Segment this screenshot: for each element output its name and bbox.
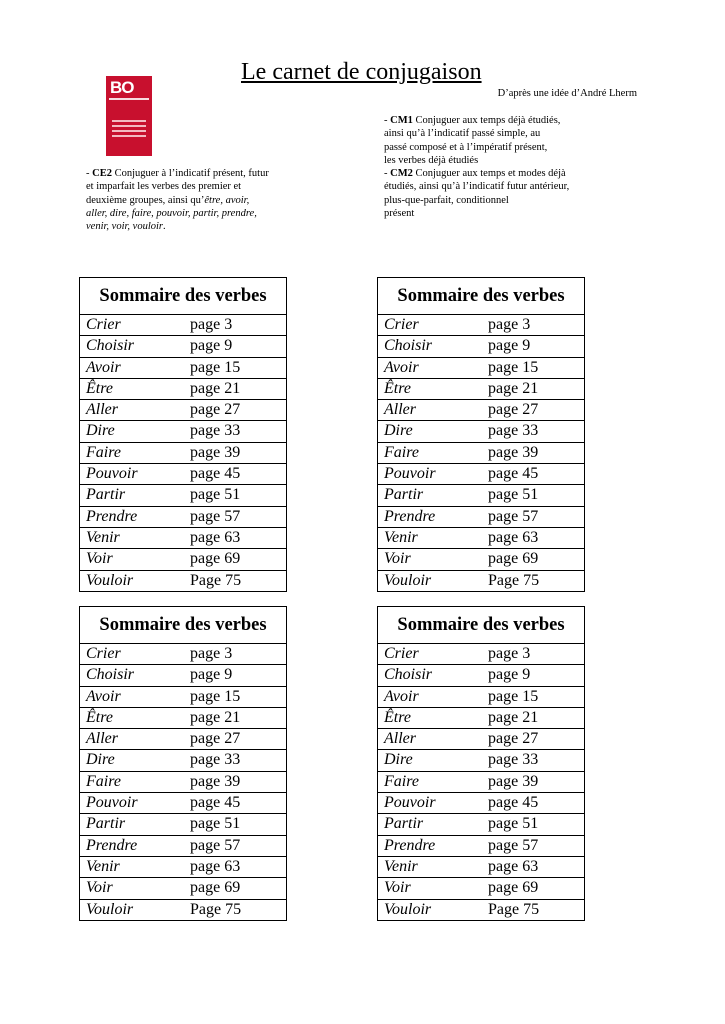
summary-row (80, 708, 286, 729)
page-number: page 45 (190, 794, 241, 812)
page-number: page 21 (190, 379, 241, 397)
verb-name: Crier (86, 316, 121, 333)
ce2-line2: et imparfait les verbes des premier et (86, 181, 242, 193)
page-number: page 3 (190, 645, 233, 662)
verb-summary-table (79, 606, 287, 921)
verb-name: Voir (384, 550, 411, 568)
page-number: page 9 (190, 666, 233, 684)
verb-name: Être (86, 379, 113, 397)
summary-row (378, 336, 584, 357)
logo-text: BO (110, 78, 134, 97)
verb-name: Aller (86, 401, 118, 419)
summary-row (378, 443, 584, 464)
ce2-line5-end: . (163, 221, 166, 233)
page-number: page 27 (488, 730, 539, 748)
cm1-code: CM1 (390, 115, 413, 126)
ce2-line1: Conjuguer à l’indicatif présent, futur (111, 168, 269, 179)
page-number: page 3 (488, 316, 531, 333)
verb-name: Prendre (86, 836, 138, 854)
page-number: page 51 (190, 815, 241, 833)
verb-name: Aller (384, 401, 416, 419)
page-number: page 57 (190, 836, 241, 854)
page-number: page 21 (190, 708, 241, 726)
verb-name: Avoir (384, 358, 419, 376)
verb-summary-table (79, 277, 287, 592)
summary-row (378, 900, 584, 920)
cm1-line2: ainsi qu’à l’indicatif passé simple, au (384, 128, 541, 140)
attribution: D’après une idée d’André Lherm (497, 88, 637, 99)
verb-name: Vouloir (86, 571, 134, 589)
summary-row (80, 336, 286, 357)
summary-row (80, 421, 286, 442)
verb-name: Dire (384, 751, 413, 769)
logo-lines (112, 120, 146, 140)
page-number: page 51 (488, 815, 539, 833)
verb-name: Dire (86, 751, 115, 769)
summary-heading: Sommaire des verbes (80, 607, 286, 644)
summary-row (80, 900, 286, 920)
summary-row (80, 315, 286, 336)
page-number: page 69 (190, 550, 241, 568)
summary-row (378, 421, 584, 442)
bo-logo-image (106, 76, 152, 156)
verb-name: Être (384, 708, 411, 726)
summary-row (80, 836, 286, 857)
summary-row (80, 772, 286, 793)
verb-name: Choisir (86, 337, 135, 355)
summary-heading: Sommaire des verbes (378, 607, 584, 644)
page-number: page 57 (488, 836, 539, 854)
verb-name: Venir (86, 857, 120, 875)
summary-row (378, 644, 584, 665)
verb-name: Avoir (384, 687, 419, 705)
verb-name: Partir (384, 486, 424, 504)
verb-name: Choisir (384, 666, 433, 684)
summary-row (378, 485, 584, 506)
verb-name: Pouvoir (384, 794, 436, 812)
summary-row (80, 549, 286, 570)
ce2-line3-italic: être, avoir, (204, 194, 250, 206)
summary-row (80, 729, 286, 750)
page-number: Page 75 (488, 900, 540, 918)
page-number: page 15 (190, 358, 241, 376)
summary-row (378, 878, 584, 899)
page-number: page 33 (190, 751, 241, 769)
verb-name: Prendre (86, 507, 138, 525)
verb-summary-table (377, 606, 585, 921)
page-number: page 57 (190, 507, 241, 525)
page-number: page 51 (488, 486, 539, 504)
summary-row (80, 528, 286, 549)
ce2-objective: - CE2 Conjuguer à l’indicatif présent, futur et imparfait les verbes des premier et deuxième groupes, ainsi qu’être, avoir, aller, dire, faire, pouvoir, partir, prendre, venir, voir, vouloir. (86, 167, 296, 233)
summary-row (378, 729, 584, 750)
page-number: page 63 (488, 528, 539, 546)
summary-row (80, 687, 286, 708)
page-number: page 57 (488, 507, 539, 525)
verb-name: Pouvoir (86, 794, 138, 812)
summary-row (80, 571, 286, 591)
verb-name: Choisir (384, 337, 433, 355)
page-number: page 33 (488, 422, 539, 440)
page-number: page 9 (190, 337, 233, 355)
page-number: page 45 (190, 465, 241, 483)
summary-row (80, 665, 286, 686)
verb-name: Être (384, 379, 411, 397)
verb-name: Crier (86, 645, 121, 662)
page-number: page 39 (190, 443, 241, 461)
summary-row (80, 793, 286, 814)
summary-row (378, 571, 584, 591)
verb-name: Être (86, 708, 113, 726)
page-number: page 15 (488, 358, 539, 376)
summary-row (378, 708, 584, 729)
verb-name: Aller (384, 730, 416, 748)
verb-name: Dire (384, 422, 413, 440)
page-title: Le carnet de conjugaison (241, 59, 482, 85)
verb-name: Voir (86, 550, 113, 568)
page-number: page 15 (488, 687, 539, 705)
summary-row (80, 464, 286, 485)
ce2-code: CE2 (92, 168, 112, 179)
verb-name: Venir (384, 857, 418, 875)
verb-name: Avoir (86, 358, 121, 376)
verb-summary-table (377, 277, 585, 592)
summary-row (378, 814, 584, 835)
summary-row (378, 772, 584, 793)
summary-row (80, 750, 286, 771)
summary-row (378, 315, 584, 336)
summary-row (80, 878, 286, 899)
logo-band (109, 98, 149, 100)
page-number: page 27 (190, 730, 241, 748)
page-number: page 69 (488, 879, 539, 897)
verb-name: Crier (384, 316, 419, 333)
ce2-line3-plain: deuxième groupes, ainsi qu’ (86, 194, 205, 206)
summary-row (378, 857, 584, 878)
summary-row (378, 793, 584, 814)
page-number: page 39 (488, 772, 539, 790)
verb-name: Partir (86, 486, 126, 504)
verb-name: Voir (86, 879, 113, 897)
verb-name: Prendre (384, 836, 436, 854)
page-number: page 69 (488, 550, 539, 568)
verb-name: Avoir (86, 687, 121, 705)
cm2-code: CM2 (390, 168, 413, 179)
page-number: page 27 (488, 401, 539, 419)
verb-name: Prendre (384, 507, 436, 525)
summary-row (80, 507, 286, 528)
cm2-line4: présent (384, 207, 415, 219)
summary-row (378, 528, 584, 549)
summary-row (378, 400, 584, 421)
page-number: page 3 (190, 316, 233, 333)
page-number: page 51 (190, 486, 241, 504)
summary-row (80, 485, 286, 506)
verb-name: Faire (86, 772, 121, 790)
summary-row (378, 507, 584, 528)
verb-name: Pouvoir (86, 465, 138, 483)
page-number: page 45 (488, 465, 539, 483)
ce2-line4-italic: aller, dire, faire, pouvoir, partir, prendre, (86, 207, 257, 219)
cm2-objective: - CM2 Conjuguer aux temps et modes déjà étudiés, ainsi qu’à l’indicatif futur antérieur, plus-que-parfait, conditionnel présent (384, 167, 604, 220)
summary-row (378, 687, 584, 708)
verb-name: Partir (86, 815, 126, 833)
page-number: Page 75 (190, 571, 242, 589)
summary-row (80, 644, 286, 665)
page-number: page 33 (488, 751, 539, 769)
page-number: page 63 (190, 528, 241, 546)
verb-name: Faire (384, 443, 419, 461)
cm2-line1: Conjuguer aux temps et modes déjà (412, 168, 566, 179)
verb-name: Faire (384, 772, 419, 790)
verb-name: Partir (384, 815, 424, 833)
cm2-line3: plus-que-parfait, conditionnel (384, 194, 509, 206)
summary-row (80, 814, 286, 835)
cm1-line3: passé composé et à l’impératif présent, (384, 141, 548, 153)
cm1-objective: - CM1 Conjuguer aux temps déjà étudiés, ainsi qu’à l’indicatif passé simple, au passé composé et à l’impératif présent, les verbes déjà étudiés (384, 114, 604, 167)
page-number: Page 75 (488, 571, 540, 589)
verb-name: Crier (384, 645, 419, 662)
page-number: page 69 (190, 879, 241, 897)
page-number: page 21 (488, 708, 539, 726)
page-number: page 39 (190, 772, 241, 790)
verb-name: Aller (86, 730, 118, 748)
cm1-line4: les verbes déjà étudiés (384, 154, 479, 166)
summary-row (378, 665, 584, 686)
page-number: Page 75 (190, 900, 242, 918)
verb-name: Venir (86, 528, 120, 546)
cm2-line2: étudiés, ainsi qu’à l’indicatif futur antérieur, (384, 181, 570, 193)
verb-name: Pouvoir (384, 465, 436, 483)
verb-name: Venir (384, 528, 418, 546)
page-number: page 39 (488, 443, 539, 461)
page-number: page 33 (190, 422, 241, 440)
summary-heading: Sommaire des verbes (378, 278, 584, 315)
summary-row (378, 379, 584, 400)
verb-name: Vouloir (384, 900, 432, 918)
page-number: page 9 (488, 666, 531, 684)
summary-row (80, 443, 286, 464)
summary-row (378, 750, 584, 771)
summary-row (80, 857, 286, 878)
page-number: page 9 (488, 337, 531, 355)
verb-name: Dire (86, 422, 115, 440)
verb-name: Vouloir (384, 571, 432, 589)
page-number: page 21 (488, 379, 539, 397)
cm1-line1: Conjuguer aux temps déjà étudiés, (412, 115, 561, 126)
page-number: page 63 (190, 857, 241, 875)
summary-row (80, 400, 286, 421)
page-number: page 45 (488, 794, 539, 812)
verb-name: Faire (86, 443, 121, 461)
verb-name: Vouloir (86, 900, 134, 918)
verb-name: Voir (384, 879, 411, 897)
verb-name: Choisir (86, 666, 135, 684)
page-number: page 15 (190, 687, 241, 705)
summary-row (378, 836, 584, 857)
summary-row (378, 464, 584, 485)
page-number: page 63 (488, 857, 539, 875)
summary-row (80, 358, 286, 379)
summary-row (80, 379, 286, 400)
summary-row (378, 549, 584, 570)
ce2-line5-italic: venir, voir, vouloir (86, 221, 163, 233)
summary-row (378, 358, 584, 379)
page-number: page 27 (190, 401, 241, 419)
page-number: page 3 (488, 645, 531, 662)
summary-heading: Sommaire des verbes (80, 278, 286, 315)
